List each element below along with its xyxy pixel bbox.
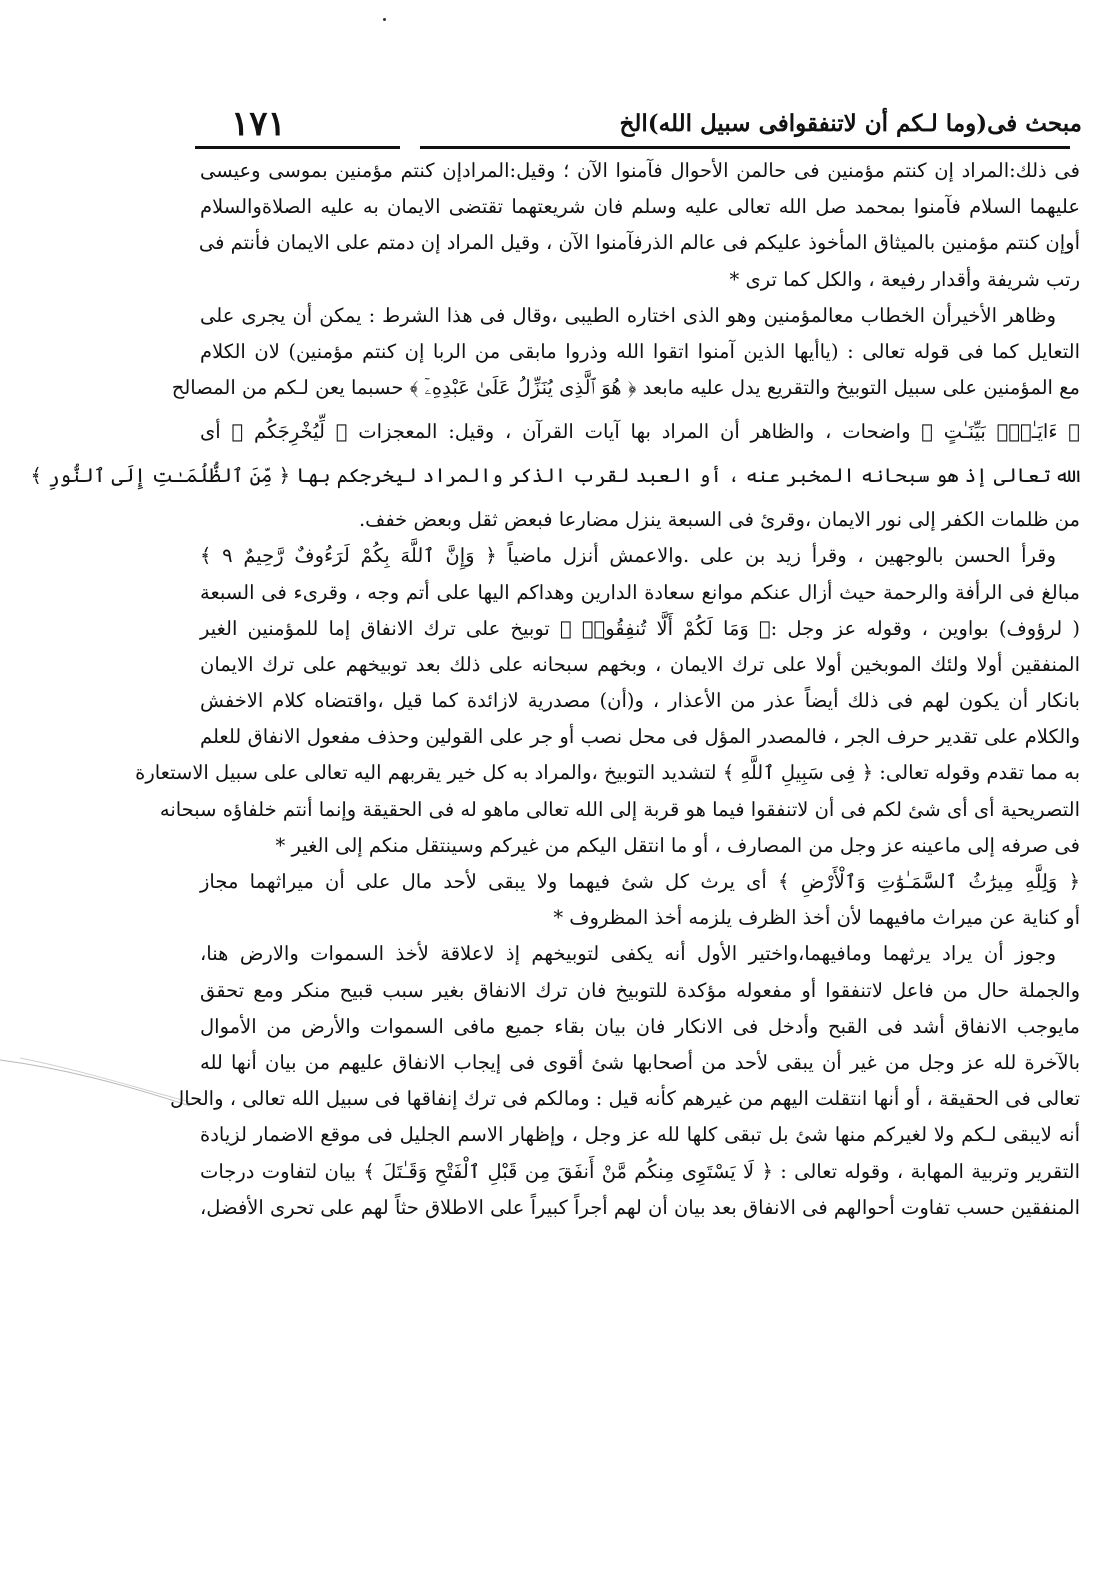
text-line: والكلام على تقدير حرف الجر ، فالمصدر المؤل فى محل نصب أو جر على القولين وحذف مفعول الانفاق للعلم bbox=[200, 725, 1080, 749]
text-line: التعايل كما فى قوله تعالى : (ياأيها الذين آمنوا اتقوا الله وذروا مابقى من الربا إن كنتم مؤمنين) لان الكلام bbox=[200, 339, 1080, 363]
scan-speck bbox=[383, 18, 386, 21]
text-line: المنفقين أولا ولئك الموبخين أولا على ترك الايمان ، وبخهم سبحانه على ذلك بعد توبيخهم على ترك الايمان bbox=[200, 652, 1080, 676]
text-line: به مما تقدم وقوله تعالى: ﴿ فِى سَبِيلِ ٱللَّهِ ﴾ لتشديد التوبيخ ،والمراد به كل خير يقربهم اليه تعالى على سبيل الاستعارة bbox=[135, 761, 1080, 785]
text-line: مايوجب الانفاق أشد فى القبح وأدخل فى الانكار فان بيان بقاء جميع مافى السموات والأرض من الأموال bbox=[200, 1014, 1080, 1038]
page-header bbox=[195, 100, 1100, 152]
text-line: أو كناية عن ميراث مافيهما لأن أخذ الظرف يلزمه أخذ المظروف * bbox=[553, 906, 1080, 930]
text-line: وظاهر الأخيرأن الخطاب معالمؤمنين وهو الذى اختاره الطيبى ،وقال فى هذا الشرط : يمكن أن يجرى على bbox=[200, 303, 1056, 327]
text-line: فى صرفه إلى ماعينه عز وجل من المصارف ، أو ما انتقل اليكم من غيركم وسينتقل منكم إلى الغير * bbox=[275, 833, 1080, 857]
text-line: فى ذلك:المراد إن كنتم مؤمنين فى حالمن الأحوال فآمنوا الآن ؛ وقيل:المرادإن كنتم مؤمنين بموسى وعيسى bbox=[200, 159, 1080, 182]
text-line: رتب شريفة وأقدار رفيعة ، والكل كما ترى * bbox=[729, 267, 1080, 291]
text-line: ( لرؤوف) بواوين ، وقوله عز وجل :﴿ وَمَا لَكُمْ أَلَّا تُنفِقُوا۟ ﴾ توبيخ على ترك الانفاق إما للمؤمنين الغير bbox=[200, 616, 1080, 640]
text-line: تعالى فى الحقيقة ، أو أنها انتقلت اليهم من غيرهم كأنه قيل : ومالكم فى ترك إنفاقها فى سبيل الله تعالى ، والحال bbox=[170, 1087, 1080, 1111]
text-line: التقرير وتربية المهابة ، وقوله تعالى : ﴿ لَا يَسْتَوِى مِنكُم مَّنْ أَنفَقَ مِن قَبْلِ ٱلْفَتْحِ وَقَـٰتَلَ ﴾ بيان لتفاوت درجات bbox=[200, 1159, 1080, 1183]
body-text bbox=[30, 158, 1080, 1231]
text-line: وقرأ الحسن بالوجهين ، وقرأ زيد بن على .والاعمش أنزل ماضياً ﴿ وَإِنَّ ٱللَّهَ بِكُمْ لَرَءُوفٌ رَّحِيمٌ ٩ ﴾ bbox=[200, 544, 1057, 568]
text-line: أنه لايبقى لـكم ولا لغيركم منها شئ بل تبقى كلها لله عز وجل ، وإظهار الاسم الجليل فى موقع الاضمار لزيادة bbox=[200, 1123, 1080, 1147]
text-line: الله تعالى إذ هو سبحانه المخبر عنه ، أو العبد لقرب الذكر والمراد ليخرجكم بها ﴿ مِّنَ ٱلظُّلُمَـٰتِ إِلَى ٱلنُّورِ ﴾ bbox=[30, 464, 1080, 488]
text-line: من ظلمات الكفر إلى نور الايمان ،وقرئ فى السبعة ينزل مضارعا فبعض ثقل وبعض خفف. bbox=[358, 508, 1080, 532]
header-rule-right bbox=[420, 146, 1070, 149]
text-line: وجوز أن يراد يرثهما ومافيهما،واختير الأول أنه يكفى لتوبيخهم إذ لاعلاقة لأخذ السموات والارض هنا، bbox=[200, 942, 1056, 966]
text-line: ﴿ وَلِلَّهِ مِيرَٰثُ ٱلسَّمَـٰوَٰتِ وَٱلْأَرْضِ ﴾ أى يرث كل شئ فيهما ولا يبقى لأحد مال على أن ميراثهما مجاز bbox=[200, 870, 1080, 893]
text-line: المنفقين حسب تفاوت أحوالهم فى الانفاق بعد بيان أن لهم أجراً كبيراً على الاطلاق حثاً لهم على تحرى الأفضل، bbox=[200, 1195, 1080, 1219]
text-line: أوإن كنتم مؤمنين بالميثاق المأخوذ عليكم فى عالم الذرفآمنوا الآن ، وقيل المراد إن دمتم على الايمان فأنتم فى bbox=[198, 231, 1080, 255]
text-line: مع المؤمنين على سبيل التوبيخ والتقريع يدل عليه مابعد ﴿ هُوَ ٱلَّذِى يُنَزِّلُ عَلَىٰ عَبْدِهِۦٓ ﴾ حسبما يعن لـكم من المصالح bbox=[171, 376, 1080, 400]
text-line: التصريحية أى أى شئ لكم فى أن لاتنفقوا فيما هو قربة إلى الله تعالى ماهو له فى الحقيقة وإنما أنتم خلفاؤه سبحانه bbox=[159, 797, 1080, 821]
text-line: مبالغ فى الرأفة والرحمة حيث أزال عنكم موانع سعادة الدارين وهداكم اليها على أتم وجه ، وقرىء فى السبعة bbox=[200, 580, 1080, 604]
margin-scan-line bbox=[0, 1058, 190, 1108]
header-rule-left bbox=[195, 146, 400, 149]
text-line: والجملة حال من فاعل لاتنفقوا أو مفعوله مؤكدة للتوبيخ فان ترك الانفاق بغير سبب قبيح منكر ومع تحقق bbox=[200, 978, 1080, 1002]
text-line: عليهما السلام فآمنوا بمحمد صل الله تعالى عليه وسلم فان شريعتهما تقتضى الايمان به عليه الصلاةوالسلام bbox=[200, 195, 1080, 219]
running-title: مبحث فى(وما لـكم أن لاتنفقوافى سبيل الله)الخ bbox=[619, 110, 1082, 137]
page-number: ١٧١ bbox=[231, 104, 286, 144]
text-line: بانكار أن يكون لهم فى ذلك أيضاً عذر من الأعذار ، و(أن) مصدرية لازائدة كما قيل ،واقتضاه كلام الاخفش bbox=[200, 689, 1080, 713]
text-line: ﴿ ءَايَـٰتٍۭ بَيِّنَـٰتٍ ﴾ واضحات ، والظاهر أن المراد بها آيات القرآن ، وقيل: المعجزات ﴿ لِّيُخْرِجَكُم ﴾ أى bbox=[200, 420, 1080, 444]
text-line: بالآخرة لله عز وجل من غير أن يبقى لأحد من أصحابها شئ أقوى فى إيجاب الانفاق عليهم من بيان أنها لله bbox=[200, 1050, 1080, 1074]
